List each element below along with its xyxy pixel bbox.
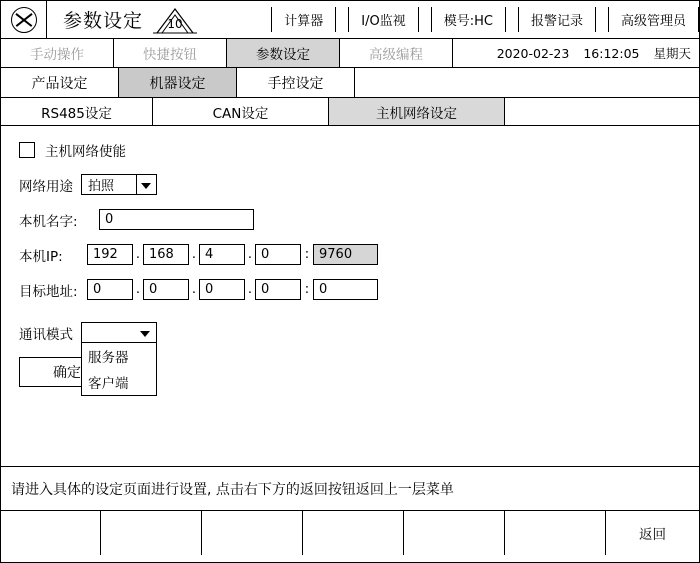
comm-mode-label: 通讯模式: [19, 326, 73, 343]
chevron-down-icon: [140, 331, 150, 337]
status-hint-text: 请进入具体的设定页面进行设置, 点击右下方的返回按钮返回上一层菜单: [1, 467, 699, 511]
settings-form: [1, 126, 699, 467]
comm-mode-select[interactable]: [81, 322, 157, 343]
network-purpose-select[interactable]: [81, 174, 157, 195]
comm-mode-option-client[interactable]: 客户端: [88, 376, 129, 392]
bottom-cell-4[interactable]: [303, 511, 404, 555]
bottom-cell-1[interactable]: [1, 511, 101, 555]
nav-advanced-programming[interactable]: 高级编程: [340, 39, 453, 67]
tent-number: 10: [167, 16, 183, 31]
host-name-row: [19, 209, 681, 230]
target-ip-octet-2[interactable]: 0: [143, 279, 189, 300]
purpose-row: [19, 174, 681, 195]
host-name-label: 本机名字:: [19, 213, 78, 230]
select-divider: [136, 175, 137, 194]
tab-can[interactable]: CAN设定: [153, 98, 329, 125]
bottom-cell-6[interactable]: [505, 511, 606, 555]
secondary-nav: [1, 68, 699, 98]
target-ip-octet-1[interactable]: 0: [87, 279, 133, 300]
host-network-enable-label: 主机网络使能: [45, 144, 126, 160]
host-network-enable-checkbox[interactable]: [19, 142, 35, 158]
nav-product-settings[interactable]: 产品设定: [1, 68, 119, 97]
top-button-group: [259, 1, 699, 38]
calculator-button[interactable]: 计算器: [271, 7, 336, 32]
host-port-input[interactable]: 9760: [313, 244, 378, 265]
target-ip-octet-4[interactable]: 0: [255, 279, 301, 300]
weekday-text: 星期天: [653, 46, 691, 61]
network-purpose-value: 拍照: [88, 179, 115, 194]
nav-machine-settings[interactable]: 机器设定: [119, 68, 237, 97]
ip-dot: .: [191, 247, 197, 262]
bottom-cell-2[interactable]: [101, 511, 202, 555]
io-monitor-button[interactable]: I/O监视: [348, 7, 418, 32]
tab-rs485[interactable]: RS485设定: [1, 98, 153, 125]
confirm-button[interactable]: 确定: [19, 357, 115, 387]
comm-mode-dropdown: [81, 343, 157, 396]
ip-dot: .: [191, 282, 197, 297]
back-button[interactable]: 返回: [639, 527, 666, 543]
ip-dot: .: [135, 247, 141, 262]
host-ip-octet-4[interactable]: 0: [255, 244, 301, 265]
title-area: [47, 5, 197, 35]
alarm-log-button[interactable]: 报警记录: [518, 7, 596, 32]
ip-colon: :: [304, 282, 310, 297]
admin-level-button[interactable]: 高级管理员: [608, 7, 699, 32]
top-header-bar: [1, 1, 699, 39]
target-ip-row: [19, 279, 681, 300]
host-ip-octet-1[interactable]: 192: [87, 244, 133, 265]
comm-mode-option-server[interactable]: 服务器: [88, 350, 129, 366]
bottom-cell-3[interactable]: [202, 511, 303, 555]
time-text: 16:12:05: [583, 45, 640, 61]
bottom-function-bar: [1, 511, 699, 555]
host-ip-octet-2[interactable]: 168: [143, 244, 189, 265]
bottom-cell-5[interactable]: [404, 511, 505, 555]
target-address-label: 目标地址:: [19, 283, 78, 300]
ip-dot: .: [247, 282, 253, 297]
target-ip-octet-3[interactable]: 0: [199, 279, 245, 300]
tent-badge: [153, 5, 197, 35]
date-text: 2020-02-23: [496, 45, 570, 61]
tab-host-network[interactable]: 主机网络设定: [329, 98, 505, 125]
mold-number-display[interactable]: 模号:HC: [431, 7, 506, 32]
page-title: 参数设定: [63, 10, 144, 32]
nav-parameter-settings[interactable]: 参数设定: [227, 39, 340, 67]
nav-quick-buttons[interactable]: 快捷按钮: [114, 39, 227, 67]
tab-bar: [1, 98, 699, 126]
enable-row: [19, 140, 681, 160]
host-name-input[interactable]: 0: [99, 209, 254, 230]
datetime-display: [497, 39, 691, 67]
nav-manual-control-settings[interactable]: 手控设定: [237, 68, 355, 97]
host-ip-octet-3[interactable]: 4: [199, 244, 245, 265]
chevron-down-icon: [141, 183, 151, 189]
logo-container: [1, 1, 47, 38]
ip-colon: :: [304, 247, 310, 262]
comm-mode-combo: [81, 322, 157, 392]
ip-dot: .: [247, 247, 253, 262]
host-ip-label: 本机IP:: [19, 248, 63, 265]
ip-dot: .: [135, 282, 141, 297]
target-port-input[interactable]: 0: [313, 279, 378, 300]
primary-nav: [1, 39, 699, 68]
host-ip-row: [19, 244, 681, 265]
gear-x-icon: [11, 7, 37, 33]
network-purpose-label: 网络用途: [19, 178, 73, 195]
nav-manual-operation[interactable]: 手动操作: [1, 39, 114, 67]
